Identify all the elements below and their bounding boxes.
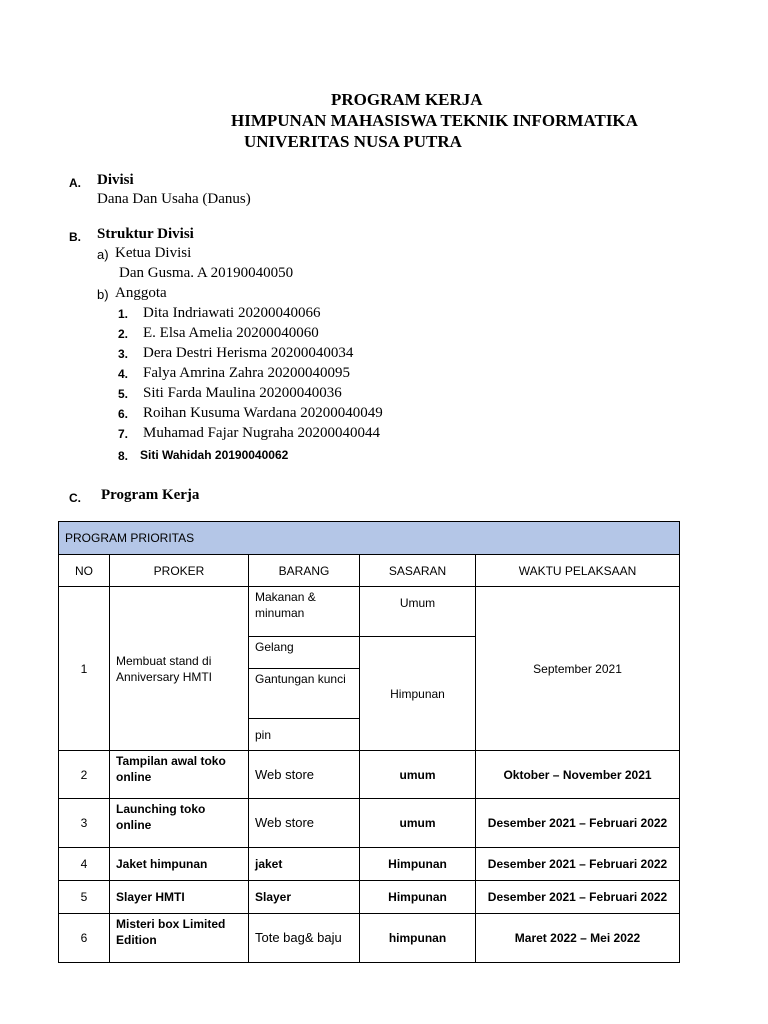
row-no: 1: [59, 587, 110, 751]
section-c-letter: C.: [69, 491, 81, 505]
row-barang: Gelang: [249, 637, 360, 669]
row-barang: Gantungan kunci: [249, 669, 360, 719]
row-no: 4: [59, 848, 110, 881]
member-name: Dita Indriawati 20200040066: [143, 305, 321, 321]
member-name: Siti Farda Maulina 20200040036: [143, 385, 342, 401]
header-proker: PROKER: [110, 555, 249, 587]
row-proker: Jaket himpunan: [110, 848, 249, 881]
program-prioritas-banner: PROGRAM PRIORITAS: [59, 522, 680, 555]
row-sasaran: umum: [360, 751, 476, 799]
header-waktu: WAKTU PELAKSAAN: [476, 555, 680, 587]
member-number: 1.: [118, 307, 129, 321]
section-a-text: Dana Dan Usaha (Danus): [97, 191, 251, 207]
section-b-letter: B.: [69, 230, 81, 244]
row-proker: Tampilan awal toko online: [110, 751, 249, 799]
header-sasaran: SASARAN: [360, 555, 476, 587]
row-proker: Membuat stand di Anniversary HMTI: [110, 587, 249, 751]
row-sasaran: Himpunan: [360, 637, 476, 751]
row-barang: Tote bag& baju: [249, 914, 360, 963]
table-row: [59, 914, 680, 963]
row-waktu: Desember 2021 – Februari 2022: [476, 799, 680, 848]
table-banner-row: [59, 522, 680, 555]
row-waktu: September 2021: [476, 587, 680, 751]
row-waktu: Desember 2021 – Februari 2022: [476, 848, 680, 881]
row-no: 5: [59, 881, 110, 914]
member-number: 5.: [118, 387, 129, 401]
row-barang: Slayer: [249, 881, 360, 914]
header-no: NO: [59, 555, 110, 587]
header-barang: BARANG: [249, 555, 360, 587]
section-a-heading: Divisi: [97, 172, 134, 188]
anggota-marker: b): [97, 287, 109, 302]
row-barang: Makanan & minuman: [249, 587, 360, 637]
row-waktu: Maret 2022 – Mei 2022: [476, 914, 680, 963]
ketua-name: Dan Gusma. A 20190040050: [119, 265, 294, 281]
member-name: Falya Amrina Zahra 20200040095: [143, 365, 351, 381]
table-row: [59, 587, 680, 637]
ketua-marker: a): [97, 247, 109, 262]
row-sasaran: Umum: [360, 587, 476, 637]
row-proker: Slayer HMTI: [110, 881, 249, 914]
section-a-letter: A.: [69, 176, 81, 190]
table-row: [59, 881, 680, 914]
row-sasaran: Himpunan: [360, 881, 476, 914]
table-header-row: [59, 555, 680, 587]
row-no: 3: [59, 799, 110, 848]
table-row: [59, 848, 680, 881]
anggota-label: Anggota: [115, 285, 167, 301]
row-barang: jaket: [249, 848, 360, 881]
member-name: Muhamad Fajar Nugraha 20200040044: [143, 425, 381, 441]
ketua-label: Ketua Divisi: [115, 245, 192, 261]
row-sasaran: umum: [360, 799, 476, 848]
member-number: 6.: [118, 407, 129, 421]
member-number: 2.: [118, 327, 129, 341]
member-name: Roihan Kusuma Wardana 20200040049: [143, 405, 383, 421]
member-name: Dera Destri Herisma 20200040034: [143, 345, 354, 361]
table-row: [59, 751, 680, 799]
row-barang: Web store: [249, 751, 360, 799]
row-waktu: Oktober – November 2021: [476, 751, 680, 799]
row-proker: Launching toko online: [110, 799, 249, 848]
row-barang: pin: [249, 719, 360, 751]
row-no: 6: [59, 914, 110, 963]
member-number: 3.: [118, 347, 129, 361]
row-no: 2: [59, 751, 110, 799]
member-number: 4.: [118, 367, 129, 381]
row-sasaran: himpunan: [360, 914, 476, 963]
table-row: [59, 799, 680, 848]
title-line-3: UNIVERITAS NUSA PUTRA: [244, 132, 462, 151]
row-waktu: Desember 2021 – Februari 2022: [476, 881, 680, 914]
member-number: 8.: [118, 449, 129, 463]
title-line-1: PROGRAM KERJA: [331, 90, 483, 109]
row-proker: Misteri box Limited Edition: [110, 914, 249, 963]
row-sasaran: Himpunan: [360, 848, 476, 881]
program-table: [58, 521, 680, 963]
title-line-2: HIMPUNAN MAHASISWA TEKNIK INFORMATIKA: [231, 111, 638, 130]
member-name: E. Elsa Amelia 20200040060: [143, 325, 319, 341]
member-name: Siti Wahidah 20190040062: [140, 448, 289, 462]
row-barang: Web store: [249, 799, 360, 848]
member-number: 7.: [118, 427, 129, 441]
section-b-heading: Struktur Divisi: [97, 226, 194, 242]
section-c-heading: Program Kerja: [101, 487, 200, 503]
